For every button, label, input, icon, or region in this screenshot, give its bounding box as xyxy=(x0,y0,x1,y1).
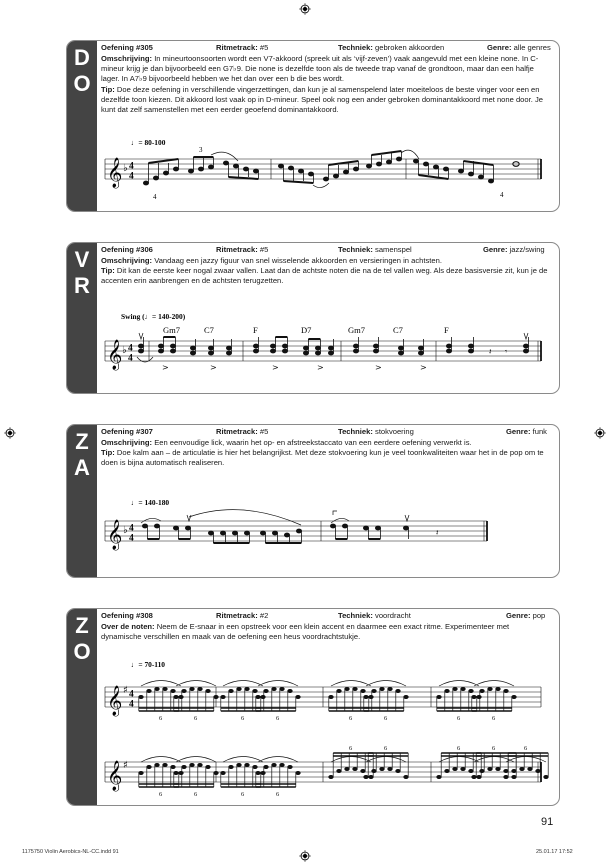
tempo-marking: ♩= 70-110 xyxy=(131,660,165,669)
svg-text:6: 6 xyxy=(241,715,245,722)
tuplet-number: 3 xyxy=(199,146,203,154)
chord-symbol: Gm7 xyxy=(348,325,365,335)
music-staff xyxy=(101,657,551,803)
sidebar-letter: Z xyxy=(75,429,89,454)
description-label: Omschrijving: xyxy=(101,54,153,63)
time-signature: 4 xyxy=(129,689,134,700)
svg-text:6: 6 xyxy=(492,715,496,722)
flat-sign-icon: ♭ xyxy=(122,345,127,356)
tempo-marking: Swing (♩= 140-200) xyxy=(121,312,186,321)
svg-text:𝄽: 𝄽 xyxy=(436,528,439,537)
svg-text:6: 6 xyxy=(194,715,198,722)
description-text: In mineurtoonsoorten wordt een V7-akkoord (spreek uit als ‘vijf-zeven’) vaak aangevuld met een kleine none. In C-mineur krijg je dan bijvoorbeeld een G7♭9. Die none is dezelfde toon als de tweede trap vanaf de grondtoon, maar dan een halfje lager. In A7♭9 bijvoorbeeld hebben we het dan over een b die bes wordt. xyxy=(101,54,539,84)
chord-symbol: C7 xyxy=(204,325,214,335)
time-signature: 4 xyxy=(129,699,134,710)
exercise-header xyxy=(101,611,551,622)
techniek-value: samenspel xyxy=(375,245,412,254)
registration-mark-icon xyxy=(299,3,311,15)
exercise-header xyxy=(101,43,551,54)
music-staff xyxy=(101,497,551,557)
techniek-label: Techniek: xyxy=(338,611,373,620)
genre-value: funk xyxy=(532,427,547,436)
ritmetrack-value: #5 xyxy=(259,43,269,52)
sidebar-letter: Z xyxy=(75,613,89,638)
svg-text:6: 6 xyxy=(457,715,461,722)
svg-text:>: > xyxy=(420,363,427,372)
sidebar-letter: O xyxy=(73,639,91,664)
tip-text: Doe kalm aan – de articulatie is hier het belangrijkst. Met deze stokvoering kun je veel toonkwaliteiten waar het in de pop om te doen is bijna automatisch realiseren. xyxy=(101,448,544,468)
svg-text:>: > xyxy=(375,363,382,372)
svg-text:𝄾: 𝄾 xyxy=(505,347,508,356)
exercise-tip xyxy=(101,448,551,468)
exercise-card-308 xyxy=(66,608,560,806)
techniek-value: voordracht xyxy=(375,611,411,620)
time-signature: 4 xyxy=(128,353,133,364)
time-signature: 4 xyxy=(129,523,134,534)
description-text: Een eenvoudige lick, waarin het op- en afstreekstaccato van een eerdere oefening verwerkt is. xyxy=(154,438,472,447)
svg-text:>: > xyxy=(162,363,169,372)
footer-file-info: 1175750 Violin Aerobics-NL-CC.indd 91 xyxy=(22,849,119,855)
treble-clef-icon: 𝄞 xyxy=(107,686,123,716)
exercise-description xyxy=(101,438,551,448)
chord-symbol: F xyxy=(253,325,258,335)
card-sidebar xyxy=(67,243,97,393)
treble-clef-icon: 𝄞 xyxy=(107,340,123,370)
svg-text:>: > xyxy=(210,363,217,372)
card-sidebar xyxy=(67,425,97,577)
genre-label: Genre: xyxy=(506,611,531,620)
sharp-sign-icon: ♯ xyxy=(123,685,128,696)
tempo-marking: ♩= 140-180 xyxy=(131,498,170,507)
ritmetrack-value: #5 xyxy=(259,245,269,254)
svg-text:6: 6 xyxy=(276,791,280,798)
description-label: Over de noten: xyxy=(101,622,155,631)
description-label: Omschrijving: xyxy=(101,256,153,265)
sharp-sign-icon: ♯ xyxy=(123,760,128,771)
genre-label: Genre: xyxy=(483,245,508,254)
svg-text:6: 6 xyxy=(276,715,280,722)
ritmetrack-label: Ritmetrack: xyxy=(216,245,258,254)
fingering-number: 4 xyxy=(500,191,504,199)
svg-text:6: 6 xyxy=(194,791,198,798)
card-sidebar xyxy=(67,609,97,805)
svg-text:6: 6 xyxy=(349,745,353,752)
notes-group xyxy=(142,524,408,543)
svg-text:6: 6 xyxy=(159,715,163,722)
svg-text:>: > xyxy=(272,363,279,372)
exercise-description xyxy=(101,622,551,642)
genre-value: alle genres xyxy=(513,43,551,52)
ritmetrack-value: #5 xyxy=(259,427,269,436)
ritmetrack-label: Ritmetrack: xyxy=(216,427,258,436)
tempo-marking: ♩= 80-100 xyxy=(131,139,166,147)
exercise-title: Oefening #305 xyxy=(101,43,153,52)
treble-clef-icon: 𝄞 xyxy=(107,158,123,188)
ritmetrack-label: Ritmetrack: xyxy=(216,611,258,620)
exercise-description xyxy=(101,54,551,85)
exercise-title: Oefening #306 xyxy=(101,245,153,254)
description-text: Vandaag een jazzy figuur van snel wisselende akkoorden en versieringen in achtsten. xyxy=(154,256,442,265)
exercise-card-306 xyxy=(66,242,560,394)
svg-text:6: 6 xyxy=(384,715,388,722)
description-text: Neem de E-snaar in een opstreek voor een klein accent en daarmee een exact ritme. Experimenteer met dynamische verschillen en maak van de oefening een heus voordrachtstukje. xyxy=(101,622,510,642)
chord-symbol: F xyxy=(444,325,449,335)
music-staff xyxy=(101,309,551,381)
ritmetrack-value: #2 xyxy=(259,611,269,620)
techniek-label: Techniek: xyxy=(338,427,373,436)
svg-text:>: > xyxy=(317,363,324,372)
ritmetrack-label: Ritmetrack: xyxy=(216,43,258,52)
flat-sign-icon: ♭ xyxy=(123,525,128,536)
tip-text: Doe deze oefening in verschillende vingerzettingen, dan kun je al samenspelend later moeiteloos de beste vinger voor een en dezelfde toon kiezen. Dit akkoord lost vaak op in D-mineur. Speel ook nog een ander gebroken dominantakkoord met none door. Je kunt dat zelf samenstellen met een eerder geoefend dominantakkoord. xyxy=(101,84,543,115)
techniek-value: stokvoering xyxy=(375,427,414,436)
svg-text:6: 6 xyxy=(349,715,353,722)
sidebar-letter: D xyxy=(74,45,90,70)
svg-text:6: 6 xyxy=(159,791,163,798)
genre-label: Genre: xyxy=(487,43,512,52)
exercise-tip xyxy=(101,266,551,286)
svg-text:6: 6 xyxy=(492,745,496,752)
treble-clef-icon: 𝄞 xyxy=(107,761,123,791)
time-signature: 4 xyxy=(129,171,134,182)
svg-text:6: 6 xyxy=(241,791,245,798)
svg-text:6: 6 xyxy=(384,745,388,752)
sidebar-letter: O xyxy=(73,71,91,96)
sidebar-letter: R xyxy=(74,273,90,298)
notes-group xyxy=(143,151,519,185)
genre-value: jazz/swing xyxy=(509,245,545,254)
sidebar-letter: A xyxy=(74,455,90,480)
exercise-title: Oefening #308 xyxy=(101,611,153,620)
tip-label: Tip: xyxy=(101,84,115,94)
registration-mark-icon xyxy=(299,850,311,862)
tip-text: Dit kan de eerste keer nogal zwaar vallen. Laat dan de achtste noten die na de tel vallen weg. Als deze basisversie zit, kun je de accenten erin aanbrengen en de achtsten terugzetten. xyxy=(101,266,548,286)
tip-label: Tip: xyxy=(101,448,115,458)
flat-sign-icon: ♭ xyxy=(123,163,128,174)
svg-text:𝄽: 𝄽 xyxy=(489,347,492,356)
techniek-value: gebroken akkoorden xyxy=(375,43,445,52)
exercise-card-305 xyxy=(66,40,560,212)
time-signature: 4 xyxy=(128,343,133,354)
exercise-title: Oefening #307 xyxy=(101,427,153,436)
registration-mark-icon xyxy=(594,427,606,439)
svg-text:6: 6 xyxy=(457,745,461,752)
techniek-label: Techniek: xyxy=(338,43,373,52)
card-sidebar xyxy=(67,41,97,211)
tip-label: Tip: xyxy=(101,266,115,276)
exercise-card-307 xyxy=(66,424,560,578)
description-label: Omschrijving: xyxy=(101,438,153,447)
music-staff xyxy=(101,139,551,205)
exercise-header xyxy=(101,427,551,438)
techniek-label: Techniek: xyxy=(338,245,373,254)
genre-label: Genre: xyxy=(506,427,531,436)
exercise-description xyxy=(101,256,551,266)
exercise-header xyxy=(101,245,551,256)
chord-symbol: Gm7 xyxy=(163,325,180,335)
footer-timestamp: 25.01.17 17:52 xyxy=(536,849,573,855)
sidebar-letter: V xyxy=(74,247,90,272)
treble-clef-icon: 𝄞 xyxy=(107,520,123,550)
svg-text:6: 6 xyxy=(524,745,528,752)
exercise-tip xyxy=(101,85,551,116)
page-number: 91 xyxy=(541,816,554,828)
genre-value: pop xyxy=(532,611,546,620)
chord-symbol: C7 xyxy=(393,325,403,335)
time-signature: 4 xyxy=(129,533,134,544)
time-signature: 4 xyxy=(129,161,134,172)
chord-symbol: D7 xyxy=(301,325,312,335)
fingering-number: 4 xyxy=(153,193,157,201)
registration-mark-icon xyxy=(4,427,16,439)
